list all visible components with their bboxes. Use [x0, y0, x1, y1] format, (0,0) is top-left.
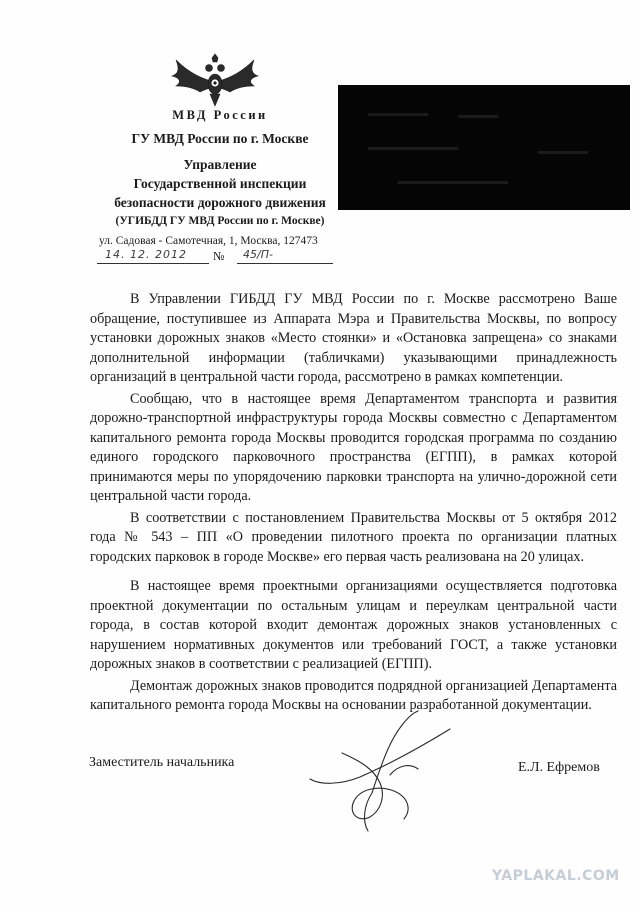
body-paragraph: Сообщаю, что в настоящее время Департаментом транспорта и развития дорожно-транспортной инфраструктуры города Москвы совместно с Департаментом капитального ремонта города Москвы проводится городская программа по созданию единого городского парковочного пространства (ЕГПП), в рамках которой принимаются меры по упорядочению парковки транспорта на улично-дорожной сети центральной части города. — [90, 390, 617, 504]
signatory-name: Е.Л. Ефремов — [518, 760, 600, 775]
eagle-emblem-icon — [170, 52, 260, 108]
body-paragraph: Демонтаж дорожных знаков проводится подрядной организацией Департамента капитального ремонта города Москвы на основании разработанной документации. — [90, 677, 617, 713]
letter-body — [90, 290, 617, 716]
number-sign: № — [213, 249, 225, 263]
number-underline — [237, 263, 333, 264]
handwritten-signature — [300, 705, 460, 835]
site-watermark: YAPLAKAL.COM — [492, 868, 620, 884]
unit-abbreviation: (УГИБДД ГУ МВД России по г. Москве) — [115, 215, 325, 227]
unit-line: Государственной инспекции — [133, 176, 307, 191]
registration-line — [97, 250, 333, 266]
body-paragraph: В настоящее время проектными организациями осуществляется подготовка проектной документации по остальным улицам и переулкам центральной части города, в состав которой входит демонтаж дорожных знаков установленных с нарушением нормативных документов или требований ГОСТ, а также установки дорожных знаков в соответствии с реализацией (ЕГПП). — [90, 578, 617, 672]
unit-line: безопасности дорожного движения — [114, 195, 326, 210]
unit-name-block — [100, 155, 340, 231]
sender-address: ул. Садовая - Самотечная, 1, Москва, 127473 — [99, 235, 318, 247]
signatory-title: Заместитель начальника — [89, 755, 235, 770]
redacted-recipient-block — [338, 85, 630, 210]
handwritten-number: 45/П- — [243, 248, 273, 261]
body-paragraph: В соответствии с постановлением Правительства Москвы от 5 октября 2012 года № 543 – ПП «О проведении пилотного проекта по организации платных городских парковок в городе Москве» его первая часть реализована на 20 улицах. — [90, 509, 617, 565]
body-paragraph: В Управлении ГИБДД ГУ МВД России по г. Москве рассмотрено Ваше обращение, поступившее из Аппарата Мэра и Правительства Москвы, по вопросу установки дорожных знаков «Место стоянки» и «Остановка запрещена» со знаками дополнительной информации (табличками) указывающими принадлежность организаций в центральной части города, рассмотрено в рамках компетенции. — [90, 291, 617, 385]
unit-line: Управление — [183, 157, 257, 172]
dept-name: ГУ МВД России по г. Москве — [131, 131, 309, 146]
handwritten-date: 14. 12. 2012 — [105, 248, 187, 261]
date-underline — [97, 263, 209, 264]
org-name: МВД России — [172, 108, 268, 122]
